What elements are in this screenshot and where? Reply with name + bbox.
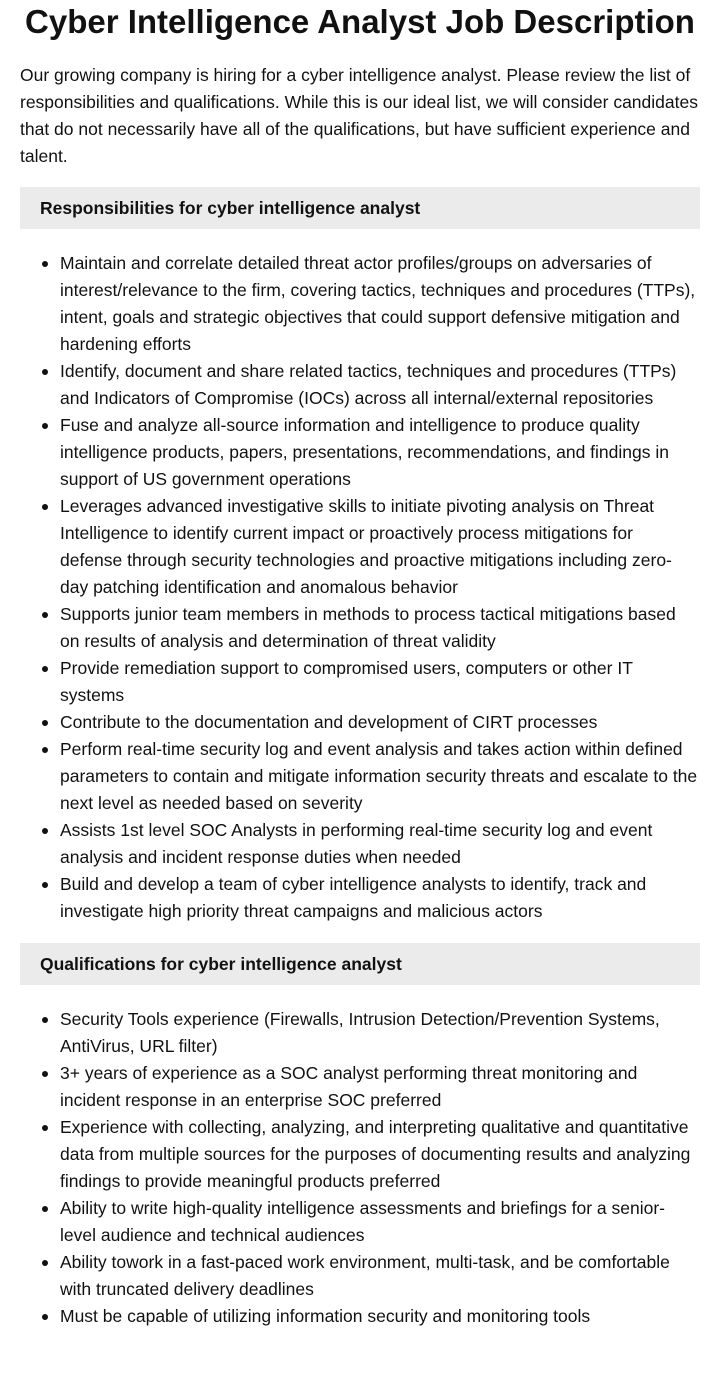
list-item: Perform real-time security log and event analysis and takes action within defined parameters to contain and mitigate information security threats and escalate to the next level as needed based on severity [60, 736, 700, 817]
list-item: Ability towork in a fast-paced work environment, multi-task, and be comfortable with truncated delivery deadlines [60, 1249, 700, 1303]
list-item: 3+ years of experience as a SOC analyst performing threat monitoring and incident response in an enterprise SOC preferred [60, 1060, 700, 1114]
list-item: Must be capable of utilizing information security and monitoring tools [60, 1303, 700, 1330]
responsibilities-list [20, 250, 700, 925]
list-item: Identify, document and share related tactics, techniques and procedures (TTPs) and Indicators of Compromise (IOCs) across all internal/external repositories [60, 358, 700, 412]
list-item: Build and develop a team of cyber intelligence analysts to identify, track and investigate high priority threat campaigns and malicious actors [60, 871, 700, 925]
qualifications-heading: Qualifications for cyber intelligence analyst [20, 943, 700, 985]
responsibilities-heading: Responsibilities for cyber intelligence analyst [20, 187, 700, 229]
qualifications-list [20, 1006, 700, 1330]
list-item: Maintain and correlate detailed threat actor profiles/groups on adversaries of interest/relevance to the firm, covering tactics, techniques and procedures (TTPs), intent, goals and strategic objectives that could support defensive mitigation and hardening efforts [60, 250, 700, 358]
page-title: Cyber Intelligence Analyst Job Description [25, 3, 695, 40]
list-item: Supports junior team members in methods to process tactical mitigations based on results of analysis and determination of threat validity [60, 601, 700, 655]
list-item: Experience with collecting, analyzing, and interpreting qualitative and quantitative data from multiple sources for the purposes of documenting results and analyzing findings to provide meaningful products preferred [60, 1114, 700, 1195]
list-item: Security Tools experience (Firewalls, Intrusion Detection/Prevention Systems, AntiVirus, URL filter) [60, 1006, 700, 1060]
list-item: Ability to write high-quality intelligence assessments and briefings for a senior-level audience and technical audiences [60, 1195, 700, 1249]
list-item: Provide remediation support to compromised users, computers or other IT systems [60, 655, 700, 709]
intro-paragraph: Our growing company is hiring for a cyber intelligence analyst. Please review the list of responsibilities and qualifications. While this is our ideal list, we will consider candidates that do not necessarily have all of the qualifications, but have sufficient experience and talent. [20, 65, 698, 166]
list-item: Fuse and analyze all-source information and intelligence to produce quality intelligence products, papers, presentations, recommendations, and findings in support of US government operations [60, 412, 700, 493]
list-item: Assists 1st level SOC Analysts in performing real-time security log and event analysis and incident response duties when needed [60, 817, 700, 871]
list-item: Contribute to the documentation and development of CIRT processes [60, 709, 700, 736]
list-item: Leverages advanced investigative skills to initiate pivoting analysis on Threat Intelligence to identify current impact or proactively process mitigations for defense through security technologies and proactive mitigations including zero-day patching identification and anomalous behavior [60, 493, 700, 601]
